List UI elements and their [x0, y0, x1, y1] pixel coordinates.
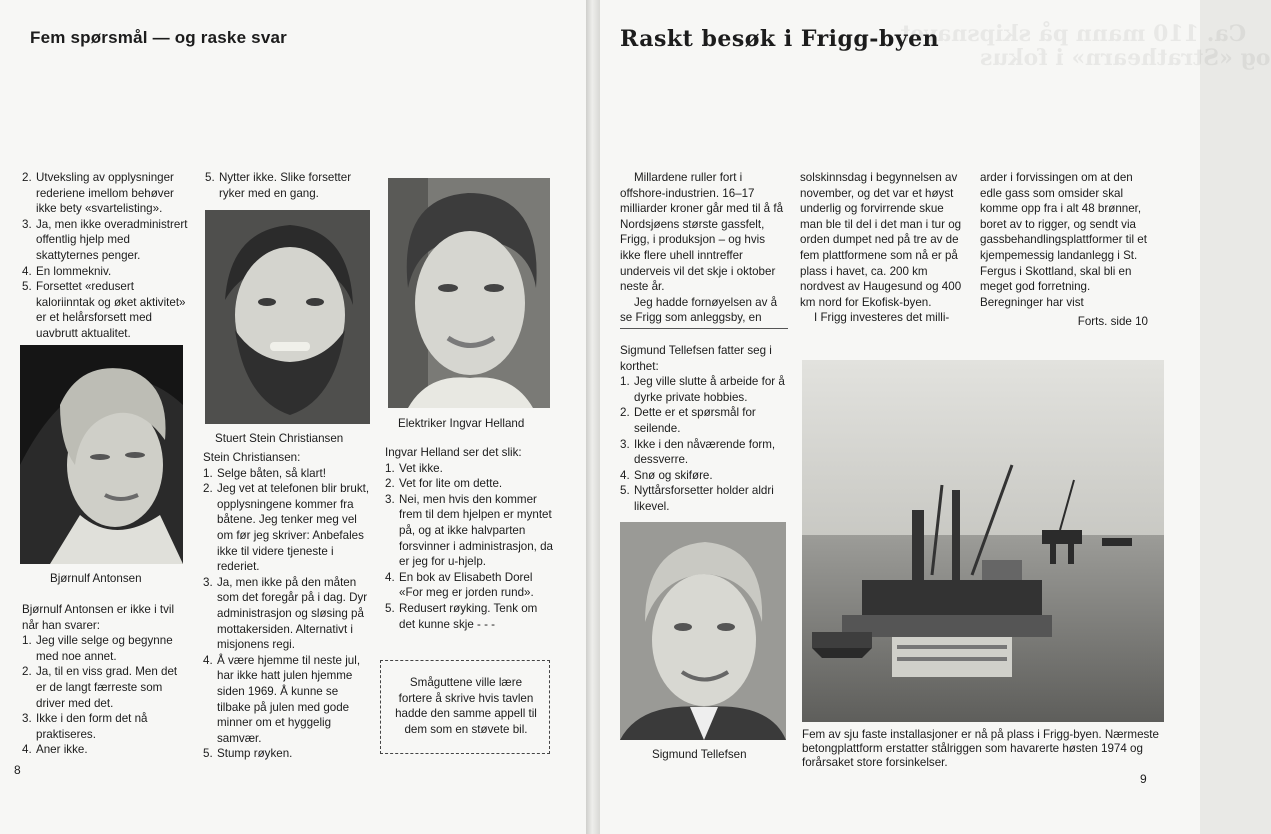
list-item-text: Ja, til en viss grad. Men det er de langt færreste som driver med det. — [36, 665, 178, 710]
caption-antonsen: Bjørnulf Antonsen — [50, 572, 142, 585]
list-item — [385, 601, 553, 632]
list-item — [620, 437, 792, 468]
list-item-number: 2. — [203, 482, 213, 496]
list-item — [22, 279, 188, 341]
list-item — [203, 746, 373, 762]
antonsen-intro: Bjørnulf Antonsen er ikke i tvil når han svarer: — [22, 603, 175, 632]
list-item: 5. Nytter ikke. Slike forsetter ryker med en gang. — [205, 171, 352, 200]
list-item-number: 5. — [203, 747, 213, 761]
article-paragraph-2: Jeg hadde fornøyelsen av å se Frigg som anleggsby, en — [620, 295, 778, 325]
divider-rule — [620, 328, 788, 329]
boxed-note: Småguttene ville lære fortere å skrive hvis tavlen hadde den samme appell til dem som en støvete bil. — [395, 676, 537, 736]
list-item-text: Stump røyken. — [217, 747, 293, 761]
list-item — [22, 633, 188, 664]
article-col2-paragraph-2: I Frigg investeres det milli- — [814, 311, 950, 325]
list-item-text: Snø og skiføre. — [634, 468, 713, 482]
list-item-text: Selge båten, så klart! — [217, 466, 326, 480]
list-item-text: Vet ikke. — [399, 461, 443, 475]
helland-answers — [385, 445, 553, 632]
list-item-number: 3. — [620, 437, 630, 451]
list-item-number: 1. — [203, 466, 213, 480]
list-item-number: 3. — [203, 575, 213, 589]
gutter — [586, 0, 600, 834]
list-item-text: Redusert røyking. Tenk om det kunne skje - - - — [399, 601, 538, 631]
article-col2 — [800, 170, 968, 326]
article-col3 — [980, 170, 1148, 330]
list-item-number: 3. — [22, 217, 32, 231]
article-col3-text: arder i forvissingen om at den edle gass som omsider skal komme opp fra i alt 48 brønner, boret av to rigger, og sendt via gassbehandlingsplattformer til et kjempemessig landanlegg i St. Fergus i Skottland, skal bli en meget god forretning. Beregninger har vist — [980, 171, 1147, 309]
list-item — [385, 492, 553, 570]
photo-frigg-platforms — [802, 360, 1164, 722]
list-item-number: 4. — [203, 653, 213, 667]
list-item — [203, 466, 373, 482]
photo-ingvar-helland — [388, 178, 550, 408]
list-item-text: Forsettet «redusert kaloriinntak og øket aktivitet» er et helårsforsett med uavbrutt aktualitet. — [36, 280, 186, 340]
right-page-header: Raskt besøk i Frigg-byen — [620, 26, 940, 52]
list-item-text: Jeg ville slutte å arbeide for å dyrke private hobbies. — [634, 375, 785, 404]
list-item — [385, 570, 553, 601]
list-item — [203, 653, 373, 747]
article-paragraph-1: Millardene ruller fort i offshore-industrien. 16–17 milliarder kroner går med til å få Nordsjøens største gassfelt, Frigg, i produksjon – og hvis ikke flere uhell inntreffer underveis vil det skje i oktober neste år. — [620, 171, 784, 294]
platform-caption: Fem av sju faste installasjoner er nå på plass i Frigg-byen. Nærmeste betongplattform erstatter stålriggen som havarerte høsten 1974 og forårsaket store forsinkelser. — [802, 728, 1159, 769]
left-page-header: Fem spørsmål — og raske svar — [30, 28, 287, 47]
list-item-number: 1. — [620, 375, 630, 389]
col1-answer-list — [22, 170, 188, 342]
list-item-text: Dette er et spørsmål for seilende. — [634, 406, 756, 435]
list-item-number: 3. — [22, 712, 32, 726]
list-item — [22, 217, 188, 264]
helland-intro: Ingvar Helland ser det slik: — [385, 446, 522, 459]
christiansen-intro: Stein Christiansen: — [203, 451, 301, 464]
list-item-number: 2. — [22, 171, 32, 184]
right-page — [600, 0, 1271, 834]
antonsen-answers — [22, 602, 188, 758]
list-item-number: 2. — [385, 477, 395, 491]
list-item-number: 4. — [385, 570, 395, 584]
photo-stein-christiansen — [205, 210, 370, 424]
list-item-number: 5. — [385, 601, 395, 615]
christiansen-answers — [203, 450, 373, 762]
list-item — [203, 575, 373, 653]
tellefsen-intro: Sigmund Tellefsen fatter seg i korthet: — [620, 344, 772, 373]
list-item-text: Utveksling av opplysninger rederiene imellom behøver ikke bety «svartelisting». — [36, 171, 174, 216]
list-item — [22, 711, 188, 742]
photo-bjornulf-antonsen — [20, 345, 183, 564]
bleed-through-line-1: Ca. 110 mann på skipsnavet — [900, 21, 1247, 47]
article-col2-text: solskinnsdag i begynnelsen av november, og det var et høyst underlig og forvirrende skue man ble til del i det man i tur og orden dumpet ned på tre av de fem plattformene som nå er på plass i havet, ca. 200 km nordvest av Haugesund og 400 km nord for Ekofisk-byen. — [800, 171, 962, 309]
list-item-number: 4. — [22, 743, 32, 757]
list-item — [620, 405, 792, 436]
bleed-through-line-2: og «Strathearn» i fokus — [980, 45, 1271, 71]
list-item — [620, 468, 792, 484]
photo-sigmund-tellefsen — [620, 522, 786, 740]
list-item — [22, 170, 188, 217]
list-item-text: Aner ikke. — [36, 743, 88, 757]
article-col1 — [620, 170, 788, 326]
page-number-left: 8 — [14, 763, 21, 777]
list-item — [385, 461, 553, 477]
list-item-number: 5. — [620, 484, 630, 498]
list-item-number: 2. — [22, 665, 32, 679]
list-item-number: 4. — [620, 468, 630, 482]
list-item-text: Nyttårsforsetter holder aldri likevel. — [634, 484, 774, 513]
caption-tellefsen: Sigmund Tellefsen — [652, 748, 747, 761]
tellefsen-answers — [620, 343, 792, 515]
list-item-text: Ja, men ikke på den måten som det foregår på i dag. Dyr administrasjon og sløsing på mottakersiden. Alternativt i misjonens regi. — [217, 575, 368, 652]
list-item-number: 1. — [22, 634, 32, 648]
list-item-text: Ja, men ikke overadministrert offentlig hjelp med skattyternes penger. — [36, 217, 188, 262]
list-item — [22, 742, 188, 758]
list-item-text: Vet for lite om dette. — [399, 477, 503, 491]
list-item-text: Ikke i den form det nå praktiseres. — [36, 712, 148, 741]
list-item-text: Nei, men hvis den kommer frem til dem hjelpen er myntet på, og at ikke halvparten forsvinner i administrasjon, da er jeg for u-hjelp. — [399, 492, 554, 569]
list-item — [203, 481, 373, 575]
col2-top-answer — [205, 170, 371, 201]
list-item-text: Jeg ville selge og begynne med noe annet. — [36, 634, 173, 663]
list-item — [620, 374, 792, 405]
list-item-text: En bok av Elisabeth Dorel «For meg er jorden rund». — [399, 570, 534, 600]
list-item — [22, 264, 188, 280]
left-page — [0, 0, 586, 834]
list-item-number: 5. — [22, 280, 32, 294]
list-item-number: 3. — [385, 492, 395, 506]
list-item — [22, 664, 188, 711]
list-item — [385, 476, 553, 492]
continued-note: Forts. side 10 — [1077, 315, 1148, 329]
caption-christiansen: Stuert Stein Christiansen — [215, 432, 344, 445]
list-item-number: 4. — [22, 264, 32, 278]
list-item — [620, 483, 792, 514]
list-item-text: Å være hjemme til neste jul, har ikke hatt julen hjemme siden 1969. Å kunne se tilbake på julen med gode minner om et hyggelig samvær. — [217, 653, 361, 745]
caption-helland: Elektriker Ingvar Helland — [398, 417, 525, 430]
list-item-text: En lommekniv. — [36, 264, 112, 278]
list-item-number: 2. — [620, 406, 630, 420]
list-item-text: Jeg vet at telefonen blir brukt, opplysningene kommer fra båtene. Jeg tenker meg vel om før jeg skriver: Anbefales ikke til videre tjeneste i rederiet. — [217, 482, 370, 574]
list-item-number: 1. — [385, 461, 395, 475]
list-item-text: Ikke i den nåværende form, dessverre. — [634, 437, 776, 467]
page-number-right: 9 — [1140, 772, 1147, 786]
